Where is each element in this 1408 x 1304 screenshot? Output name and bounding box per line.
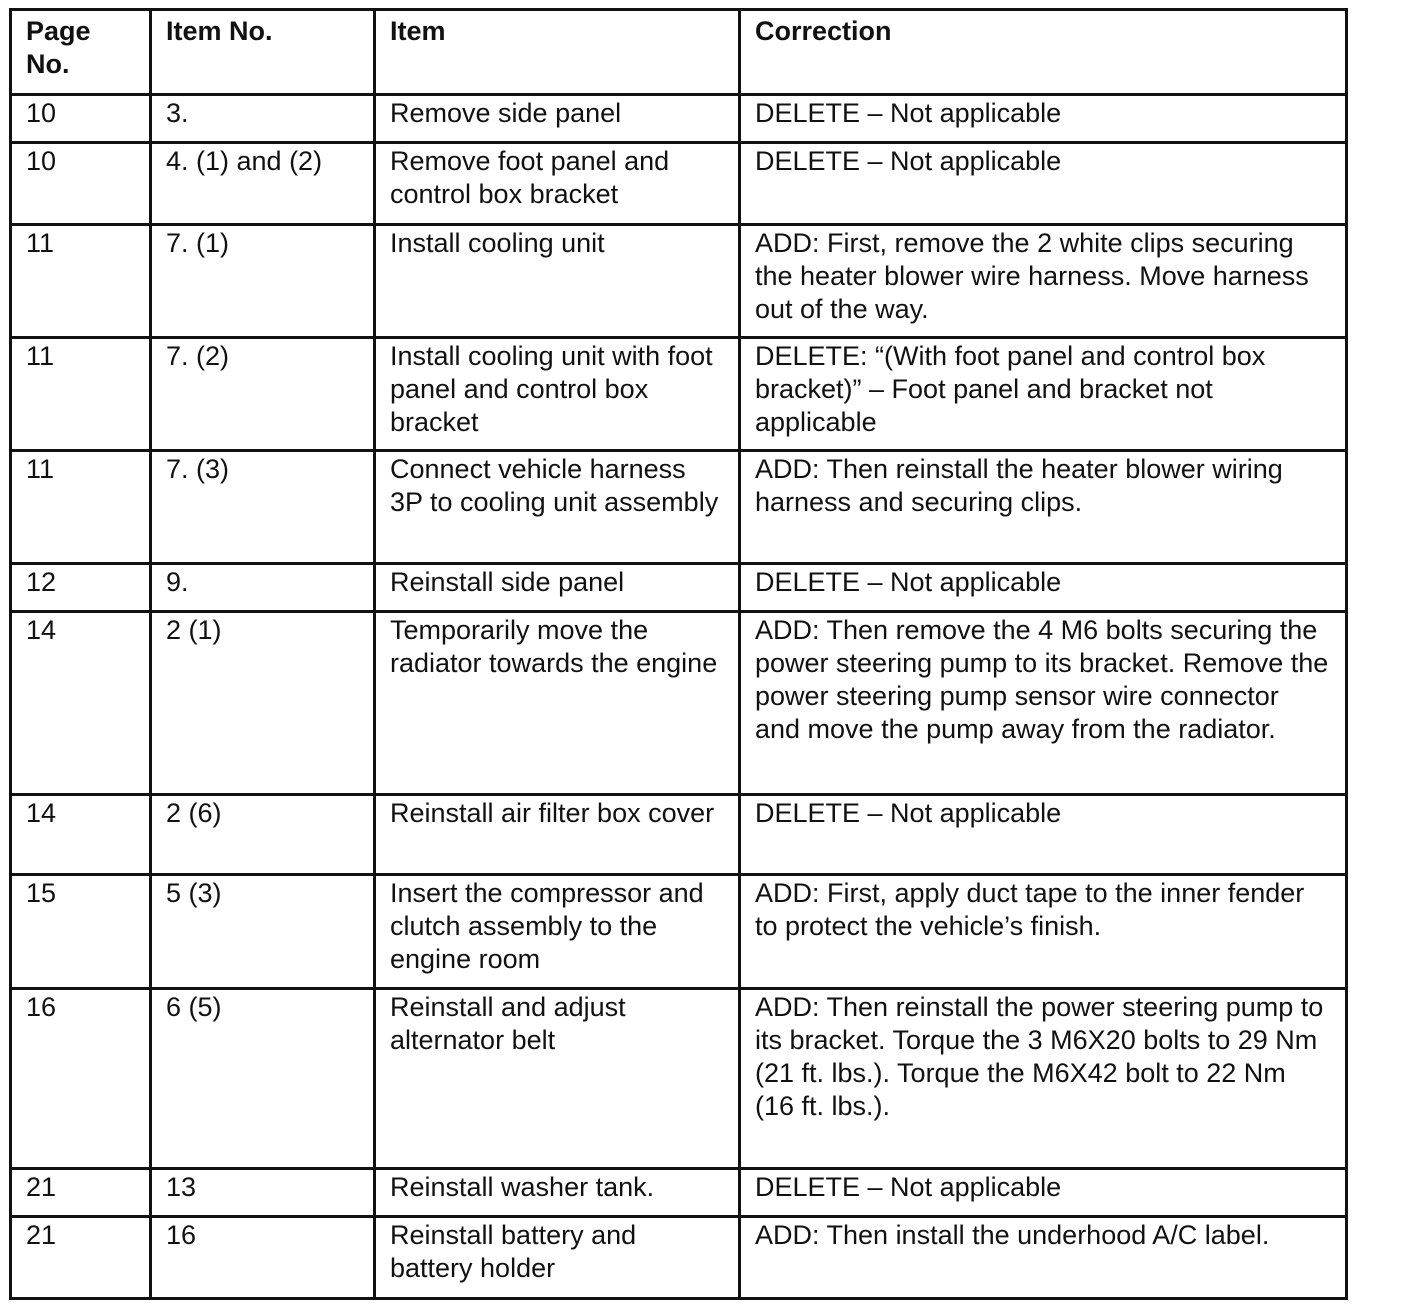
cell-item: Reinstall side panel (375, 564, 740, 612)
cell-page-no: 11 (11, 451, 151, 564)
header-row (11, 10, 1347, 95)
cell-correction: DELETE – Not applicable (740, 95, 1347, 143)
cell-item: Insert the compressor and clutch assembly to the engine room (375, 875, 740, 989)
table-row (11, 1169, 1347, 1217)
table-row (11, 795, 1347, 875)
cell-correction: DELETE – Not applicable (740, 1169, 1347, 1217)
cell-correction: DELETE – Not applicable (740, 795, 1347, 875)
cell-item-no: 4. (1) and (2) (151, 143, 375, 225)
table-row (11, 95, 1347, 143)
cell-item: Reinstall battery and battery holder (375, 1217, 740, 1299)
cell-item-no: 7. (2) (151, 338, 375, 451)
table-row (11, 338, 1347, 451)
cell-item-no: 2 (1) (151, 612, 375, 795)
cell-page-no: 21 (11, 1217, 151, 1299)
table-header (11, 10, 1347, 95)
table-row (11, 612, 1347, 795)
cell-page-no: 12 (11, 564, 151, 612)
cell-page-no: 14 (11, 612, 151, 795)
cell-item: Reinstall air filter box cover (375, 795, 740, 875)
table-row (11, 989, 1347, 1169)
cell-correction: DELETE – Not applicable (740, 143, 1347, 225)
cell-page-no: 15 (11, 875, 151, 989)
cell-item: Temporarily move the radiator towards the engine (375, 612, 740, 795)
cell-page-no: 10 (11, 95, 151, 143)
cell-item-no: 3. (151, 95, 375, 143)
header-correction: Correction (740, 10, 1347, 95)
cell-item-no: 2 (6) (151, 795, 375, 875)
cell-item-no: 6 (5) (151, 989, 375, 1169)
cell-item-no: 5 (3) (151, 875, 375, 989)
cell-item: Remove side panel (375, 95, 740, 143)
table-row (11, 1217, 1347, 1299)
cell-correction: DELETE: “(With foot panel and control box bracket)” – Foot panel and bracket not applicable (740, 338, 1347, 451)
table-row (11, 143, 1347, 225)
cell-item: Reinstall and adjust alternator belt (375, 989, 740, 1169)
corrections-table (9, 8, 1348, 1300)
table-row (11, 451, 1347, 564)
cell-item: Install cooling unit with foot panel and control box bracket (375, 338, 740, 451)
cell-item-no: 13 (151, 1169, 375, 1217)
cell-item: Install cooling unit (375, 225, 740, 338)
cell-page-no: 16 (11, 989, 151, 1169)
cell-correction: ADD: First, remove the 2 white clips securing the heater blower wire harness. Move harness out of the way. (740, 225, 1347, 338)
table-body (11, 95, 1347, 1299)
cell-correction: ADD: Then reinstall the heater blower wiring harness and securing clips. (740, 451, 1347, 564)
cell-item-no: 7. (1) (151, 225, 375, 338)
cell-item: Connect vehicle harness 3P to cooling unit assembly (375, 451, 740, 564)
cell-correction: ADD: First, apply duct tape to the inner fender to protect the vehicle’s finish. (740, 875, 1347, 989)
cell-correction: ADD: Then install the underhood A/C label. (740, 1217, 1347, 1299)
cell-page-no: 10 (11, 143, 151, 225)
cell-item-no: 7. (3) (151, 451, 375, 564)
cell-correction: DELETE – Not applicable (740, 564, 1347, 612)
cell-page-no: 14 (11, 795, 151, 875)
table-row (11, 225, 1347, 338)
cell-page-no: 11 (11, 225, 151, 338)
cell-correction: ADD: Then remove the 4 M6 bolts securing the power steering pump to its bracket. Remove the power steering pump sensor wire connector and move the pump away from the radiator. (740, 612, 1347, 795)
cell-item-no: 16 (151, 1217, 375, 1299)
cell-correction: ADD: Then reinstall the power steering pump to its bracket. Torque the 3 M6X20 bolts to 29 Nm (21 ft. lbs.). Torque the M6X42 bolt to 22 Nm (16 ft. lbs.). (740, 989, 1347, 1169)
header-page-no: Page No. (11, 10, 151, 95)
cell-page-no: 11 (11, 338, 151, 451)
cell-item-no: 9. (151, 564, 375, 612)
header-item-no: Item No. (151, 10, 375, 95)
header-item: Item (375, 10, 740, 95)
cell-page-no: 21 (11, 1169, 151, 1217)
table-row (11, 564, 1347, 612)
cell-item: Remove foot panel and control box bracket (375, 143, 740, 225)
cell-item: Reinstall washer tank. (375, 1169, 740, 1217)
table-row (11, 875, 1347, 989)
